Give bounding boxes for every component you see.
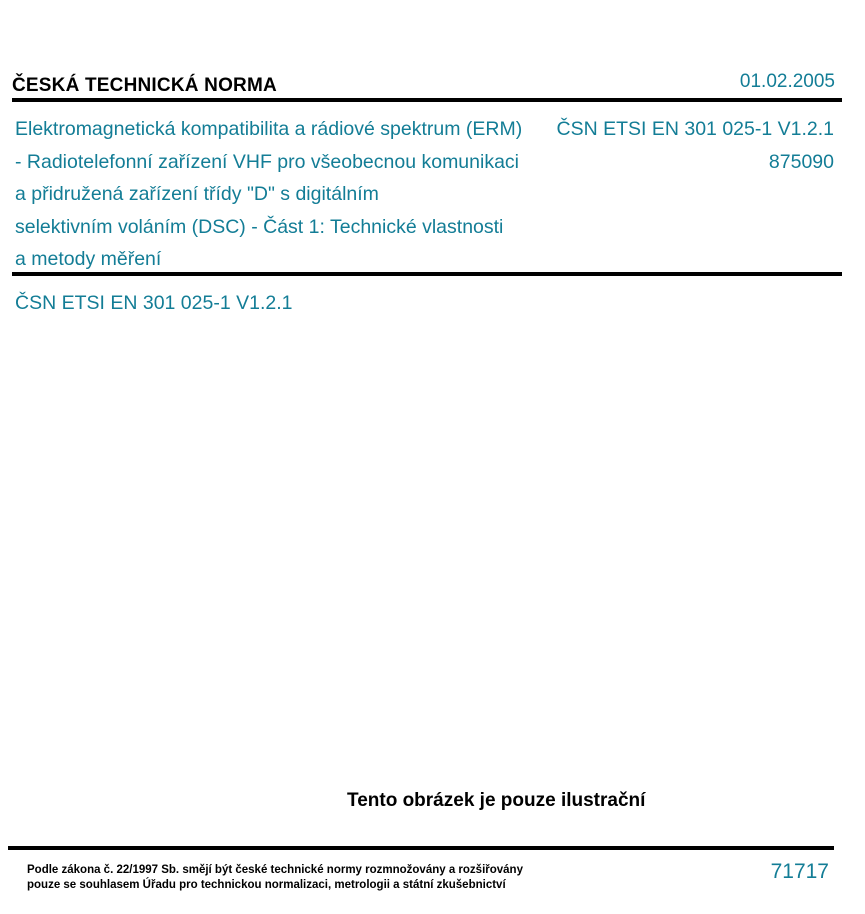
title-line: selektivním voláním (DSC) - Část 1: Technické vlastnosti: [15, 215, 504, 238]
document-number: 71717: [770, 860, 829, 883]
illustration-note: Tento obrázek je pouze ilustrační: [347, 790, 646, 811]
legal-line: Podle zákona č. 22/1997 Sb. smějí být české technické normy rozmnožovány a rozšiřovány: [27, 864, 523, 876]
title-line: a přidružená zařízení třídy "D" s digitálním: [15, 183, 379, 205]
title-line: - Radiotelefonní zařízení VHF pro všeobecnou komunikaci: [15, 150, 520, 173]
designation-block: [557, 113, 834, 178]
class-number: 875090: [768, 150, 834, 173]
legal-notice: [27, 863, 523, 893]
bottom-divider: [8, 846, 834, 850]
norm-label: ČESKÁ TECHNICKÁ NORMA: [12, 75, 277, 96]
top-divider: [12, 98, 842, 102]
title-line: a metody měření: [15, 248, 162, 270]
legal-line: pouze se souhlasem Úřadu pro technickou normalizaci, metrologii a státní zkušebnictví: [27, 879, 506, 891]
standard-code: ČSN ETSI EN 301 025-1 V1.2.1: [556, 118, 834, 140]
title-line: Elektromagnetická kompatibilita a rádiové spektrum (ERM): [15, 118, 523, 140]
publication-date: 01.02.2005: [739, 71, 835, 92]
middle-divider: [12, 272, 842, 276]
standard-title: [15, 113, 575, 276]
standard-code-repeat: ČSN ETSI EN 301 025-1 V1.2.1: [15, 292, 293, 314]
